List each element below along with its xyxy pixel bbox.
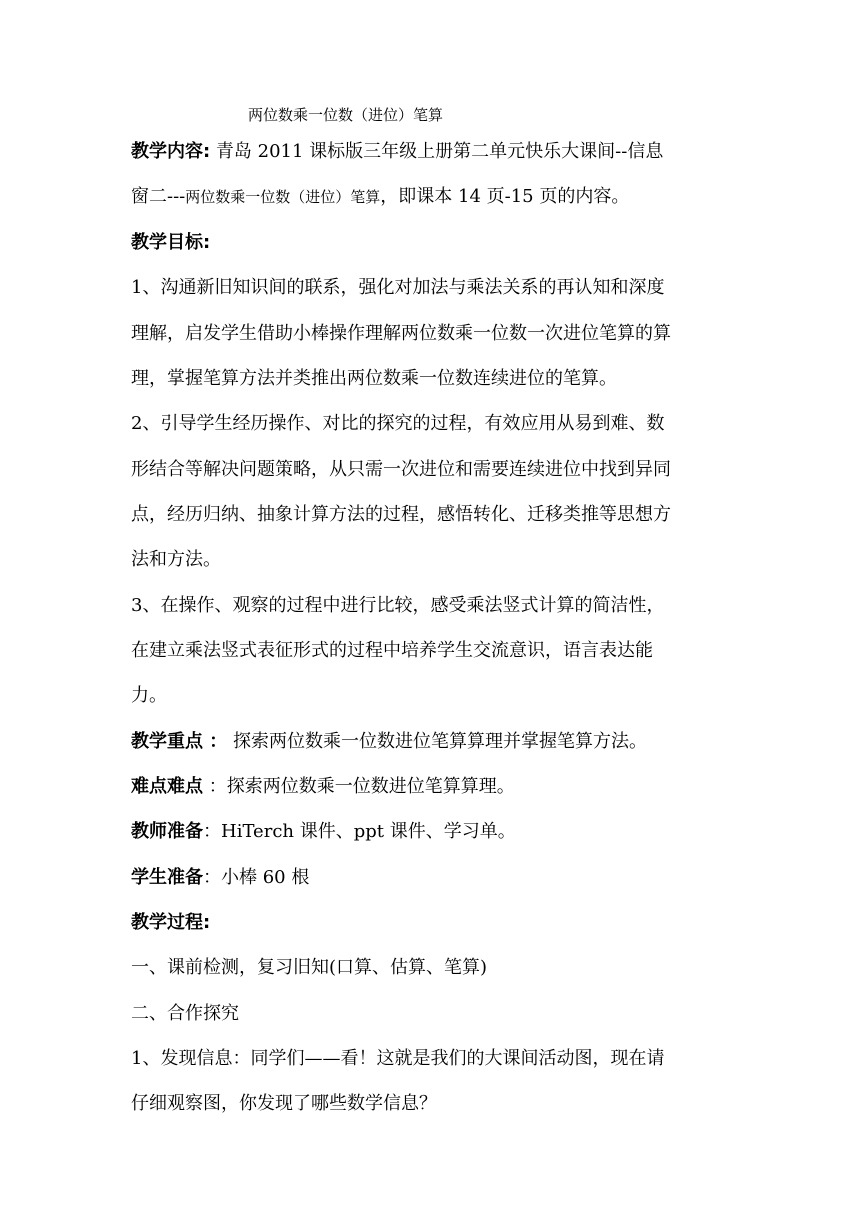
student-prep-label: 学生准备 xyxy=(131,867,203,888)
objective-line: 在建立乘法竖式表征形式的过程中培养学生交流意识，语言表达能 xyxy=(131,640,653,661)
objective-line: 力。 xyxy=(131,685,167,706)
teaching-content-line-1 xyxy=(131,140,751,164)
teacher-prep-label: 教师准备 xyxy=(131,821,203,842)
objectives-heading: 教学目标: xyxy=(131,232,211,253)
objective-line: 点，经历归纳、抽象计算方法的过程，感悟转化、迁移类推等思想方 xyxy=(131,504,671,525)
teaching-content-lesson-name: 两位数乘一位数（进位）笔算 xyxy=(185,188,381,206)
teaching-content-line-2 xyxy=(131,185,751,209)
teaching-content-label: 教学内容: xyxy=(131,141,211,162)
objective-line: 2、引导学生经历操作、对比的探究的过程，有效应用从易到难、数 xyxy=(131,413,665,434)
teaching-content-text-part: 窗二--- xyxy=(131,186,186,207)
key-point-label: 教学重点 ： xyxy=(131,731,228,752)
objective-line: 3、在操作、观察的过程中进行比较，感受乘法竖式计算的简洁性， xyxy=(131,595,665,616)
teacher-prep-text: ：HiTerch 课件、ppt 课件、学习单。 xyxy=(203,821,516,842)
student-prep-text: ：小棒 60 根 xyxy=(203,867,310,888)
process-heading: 教学过程: xyxy=(131,912,211,933)
key-point-line xyxy=(131,730,751,754)
process-line: 二、合作探究 xyxy=(131,1003,239,1024)
process-line: 1、发现信息：同学们——看！这就是我们的大课间活动图，现在请 xyxy=(131,1048,665,1069)
teaching-content-text-part: ，即课本 14 页-15 页的内容。 xyxy=(380,186,630,207)
difficulty-line xyxy=(131,775,751,799)
objective-line: 理，掌握笔算方法并类推出两位数乘一位数连续进位的笔算。 xyxy=(131,368,617,389)
teacher-prep-line xyxy=(131,820,751,844)
student-prep-line xyxy=(131,866,751,890)
difficulty-text: ：探索两位数乘一位数进位笔算算理。 xyxy=(203,776,515,797)
objective-line: 1、沟通新旧知识间的联系，强化对加法与乘法关系的再认知和深度 xyxy=(131,277,665,298)
objective-line: 理解，启发学生借助小棒操作理解两位数乘一位数一次进位笔算的算 xyxy=(131,323,671,344)
objective-line: 法和方法。 xyxy=(131,549,221,570)
difficulty-label: 难点难点 xyxy=(131,776,203,797)
document-title: 两位数乘一位数（进位）笔算 xyxy=(248,106,444,124)
key-point-text: 探索两位数乘一位数进位笔算算理并掌握笔算方法。 xyxy=(227,731,648,752)
process-line: 仔细观察图，你发现了哪些数学信息？ xyxy=(131,1093,437,1114)
process-line: 一、课前检测，复习旧知(口算、估算、笔算) xyxy=(131,957,488,978)
objective-line: 形结合等解决问题策略，从只需一次进位和需要连续进位中找到异同 xyxy=(131,459,671,480)
teaching-content-text: 青岛 2011 课标版三年级上册第二单元快乐大课间--信息 xyxy=(210,141,664,162)
